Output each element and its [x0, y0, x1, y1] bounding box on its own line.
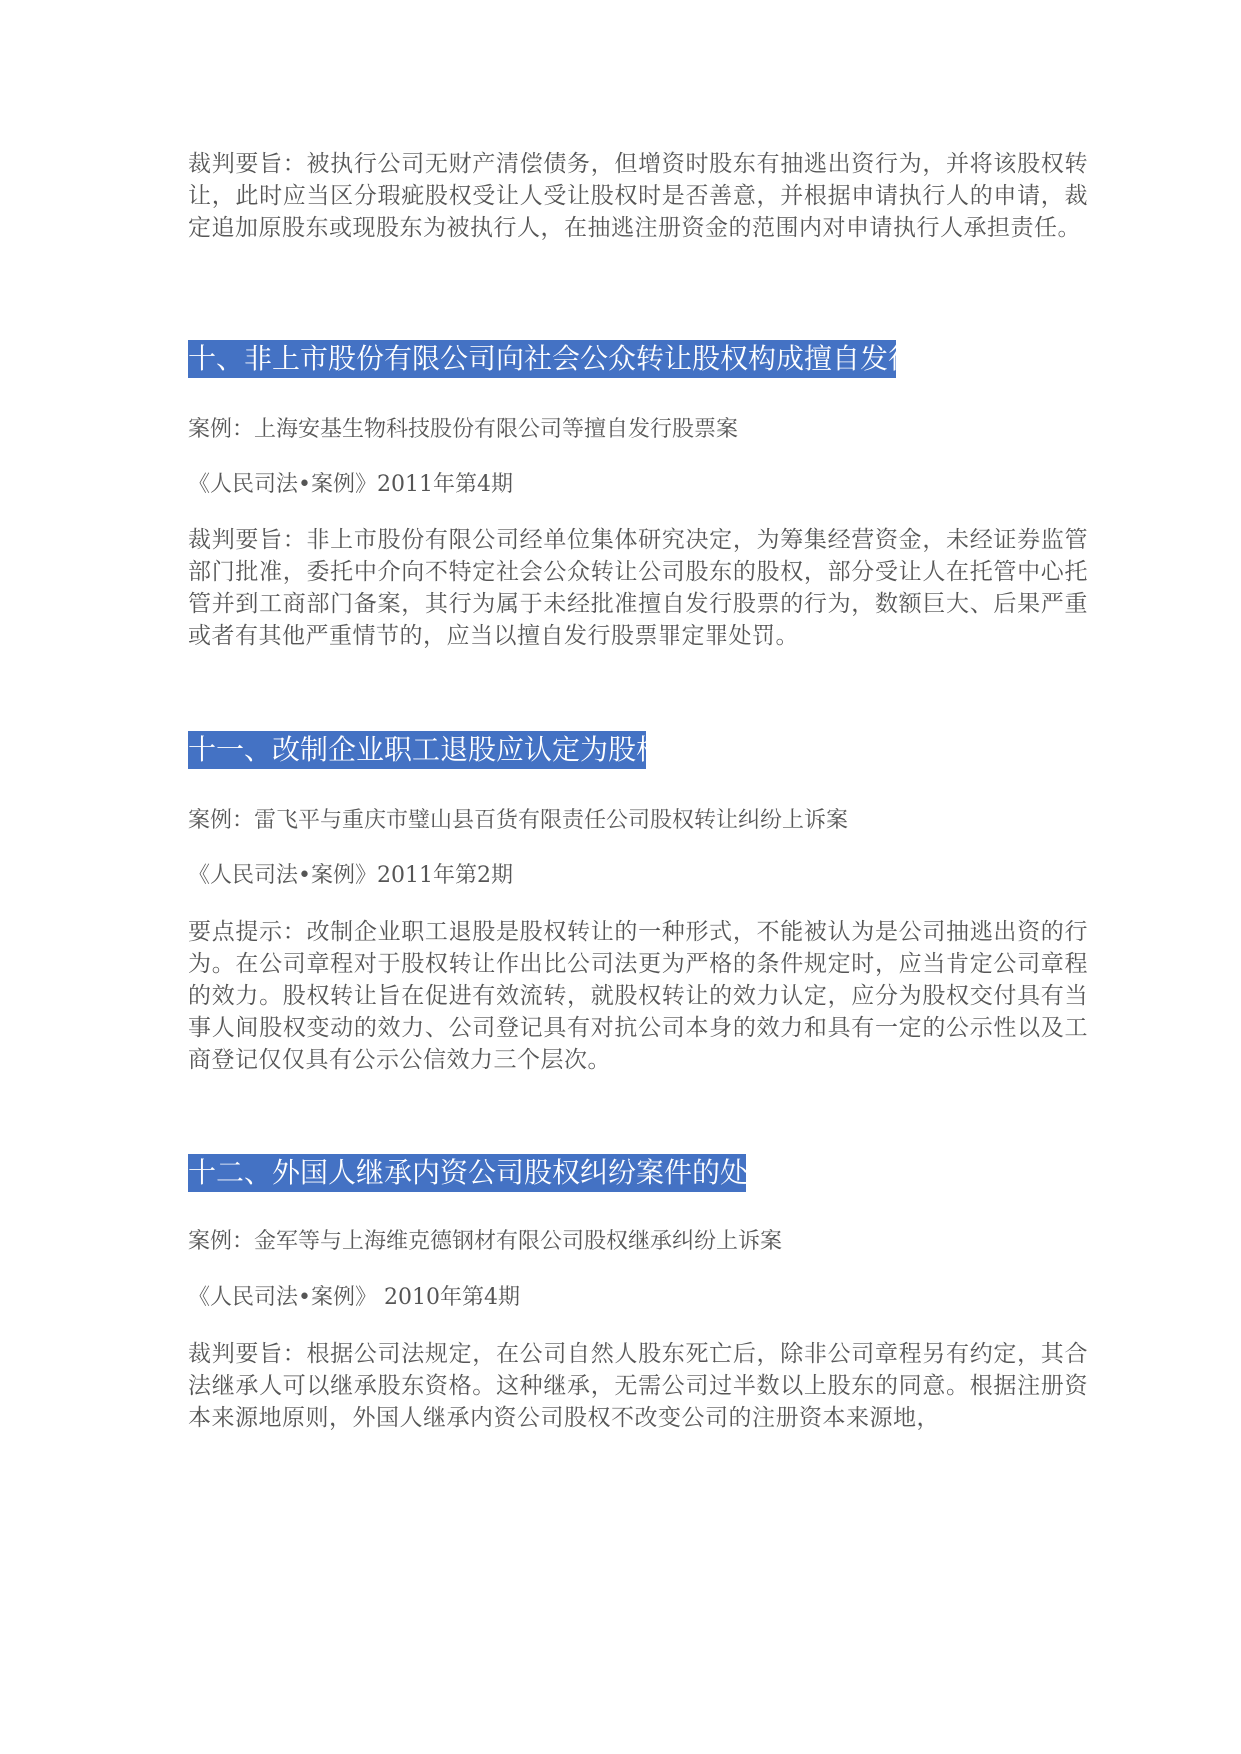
section-heading-11: [188, 731, 721, 769]
case-text: 案例：金军等与上海维克德钢材有限公司股权继承纠纷上诉案: [188, 1229, 783, 1254]
ruling-paragraph-9: [188, 148, 1088, 244]
section-heading-10: [188, 340, 973, 378]
section-heading-text: 十、非上市股份有限公司向社会公众转让股权构成擅自发行股票: [188, 342, 973, 375]
case-text: 案例：雷飞平与重庆市璧山县百货有限责任公司股权转让纠纷上诉案: [188, 808, 849, 833]
ruling-text: 裁判要旨：被执行公司无财产清偿债务，但增资时股东有抽逃出资行为，并将该股权转让，此时应当区分瑕疵股权受让人受让股权时是否善意，并根据申请执行人的申请，裁定追加原股东或现股东为被执行人，在抽逃注册资金的范围内对申请执行人承担责任。: [188, 151, 1088, 241]
source-text: 《人民司法•案例》 2010年第4期: [188, 1285, 520, 1310]
ruling-paragraph-10: [188, 524, 1088, 652]
section-heading-text: 十二、外国人继承内资公司股权纠纷案件的处理处理: [188, 1156, 833, 1189]
source-line-12: [188, 1282, 1088, 1314]
section-heading-text: 十一、改制企业职工退股应认定为股权转让: [188, 733, 721, 766]
source-line-10: [188, 469, 1088, 501]
ruling-text: 裁判要旨：根据公司法规定，在公司自然人股东死亡后，除非公司章程另有约定，其合法继承人可以继承股东资格。这种继承，无需公司过半数以上股东的同意。根据注册资本来源地原则，外国人继承内资公司股权不改变公司的注册资本来源地，: [188, 1341, 1088, 1431]
source-text: 《人民司法•案例》2011年第4期: [188, 472, 513, 497]
ruling-text: 要点提示：改制企业职工退股是股权转让的一种形式，不能被认为是公司抽逃出资的行为。在公司章程对于股权转让作出比公司法更为严格的条件规定时，应当肯定公司章程的效力。股权转让旨在促进有效流转，就股权转让的效力认定，应分为股权交付具有当事人间股权变动的效力、公司登记具有对抗公司本身的效力和具有一定的公示性以及工商登记仅仅具有公示公信效力三个层次。: [188, 919, 1088, 1073]
case-line-12: [188, 1226, 1088, 1258]
source-text: 《人民司法•案例》2011年第2期: [188, 863, 513, 888]
ruling-text: 裁判要旨：非上市股份有限公司经单位集体研究决定，为筹集经营资金，未经证券监管部门批准，委托中介向不特定社会公众转让公司股东的股权，部分受让人在托管中心托管并到工商部门备案，其行为属于未经批准擅自发行股票的行为，数额巨大、后果严重或者有其他严重情节的，应当以擅自发行股票罪定罪处罚。: [188, 527, 1088, 649]
case-line-10: [188, 414, 1088, 446]
source-line-11: [188, 860, 1088, 892]
section-heading-12: [188, 1154, 833, 1192]
case-line-11: [188, 805, 1088, 837]
ruling-paragraph-11: [188, 916, 1088, 1076]
case-text: 案例：上海安基生物科技股份有限公司等擅自发行股票案: [188, 417, 739, 442]
ruling-paragraph-12: [188, 1338, 1088, 1434]
